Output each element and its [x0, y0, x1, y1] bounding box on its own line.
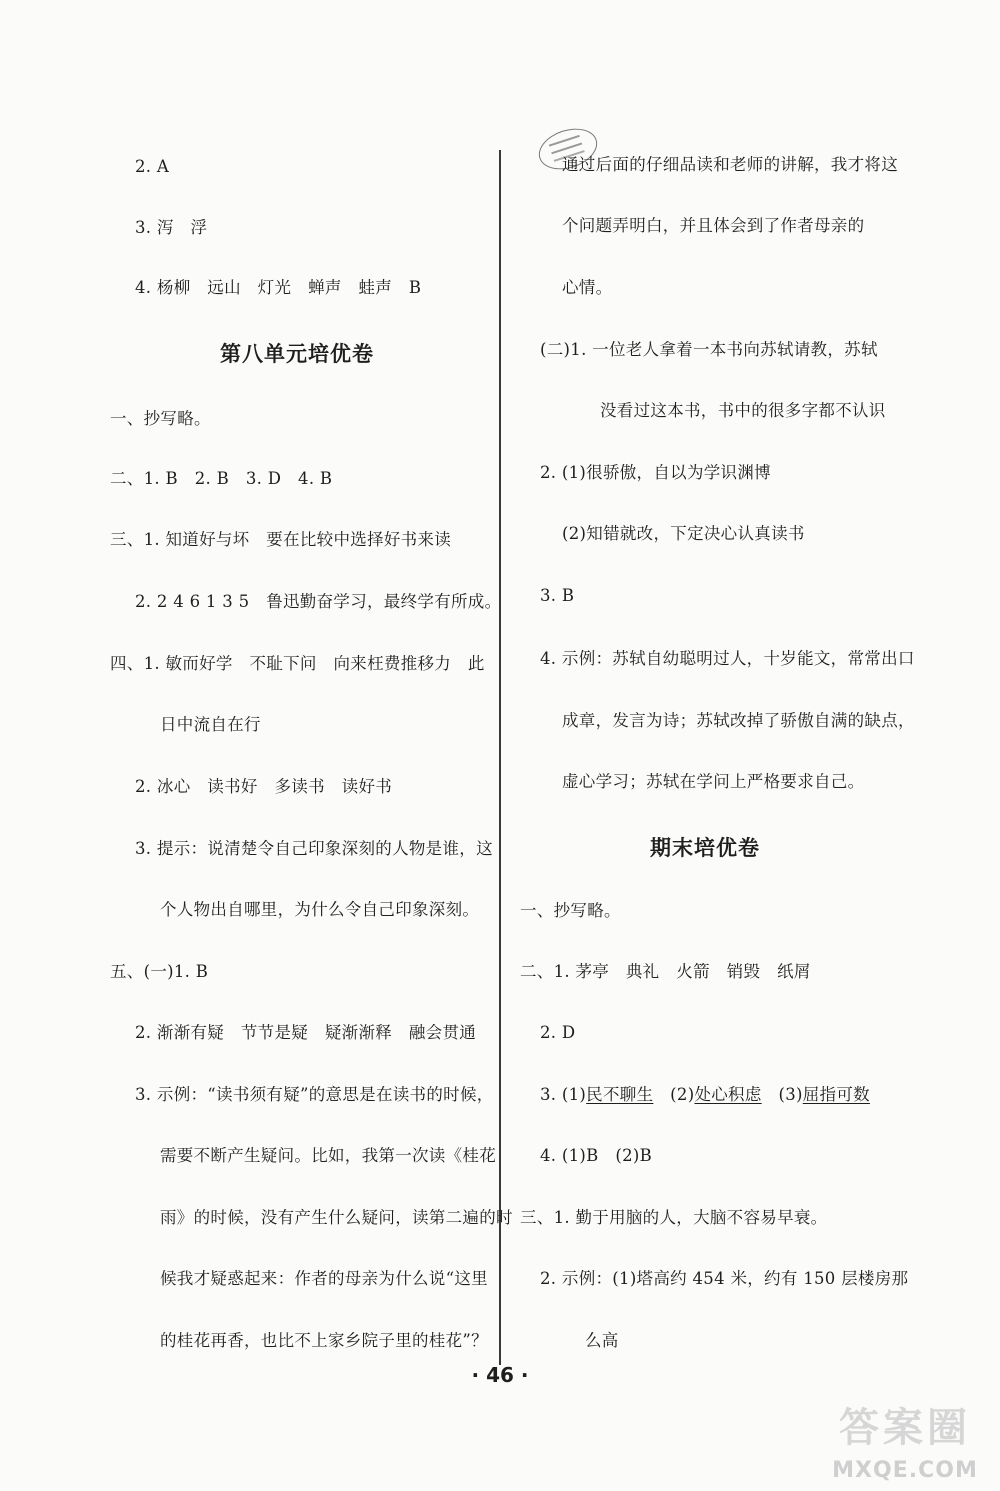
answer-line: 4. 杨柳 远山 灯光 蝉声 蛙声 B [135, 278, 422, 297]
answer-line-idioms [540, 1084, 870, 1106]
answer-line: (二)1. 一位老人拿着一本书向苏轼请教，苏轼 [540, 340, 878, 359]
answer-line: 五、(一)1. B [110, 962, 209, 981]
answer-line: 3. 提示：说清楚令自己印象深刻的人物是谁，这 [135, 839, 493, 858]
answer-line: 需要不断产生疑问。比如，我第一次读《桂花 [160, 1146, 496, 1165]
answer-line: 2. 冰心 读书好 多读书 读好书 [135, 777, 393, 796]
answer-line: 么高 [585, 1331, 619, 1350]
answer-line: 个问题弄明白，并且体会到了作者母亲的 [562, 216, 865, 235]
answer-line: 2. 渐渐有疑 节节是疑 疑渐渐释 融会贯通 [135, 1023, 477, 1042]
idiom-answer-2: 处心积虑 [694, 1085, 762, 1104]
answer-line: 2. (1)很骄傲，自以为学识渊博 [540, 463, 771, 482]
section-heading: 期末培优卷 [650, 836, 760, 860]
idiom-answer-3: 屈指可数 [802, 1085, 870, 1104]
watermark-url: MXQE.COM [832, 1458, 978, 1483]
item-prefix: (3) [761, 1085, 803, 1104]
item-prefix: 3. (1) [540, 1085, 587, 1104]
answer-line: 候我才疑惑起来：作者的母亲为什么说“这里 [160, 1269, 488, 1288]
answer-line: 没看过这本书，书中的很多字都不认识 [600, 401, 886, 420]
answer-line: 2. 2 4 6 1 3 5 鲁迅勤奋学习，最终学有所成。 [135, 592, 502, 611]
watermark-mark: 答案圈 [839, 1405, 971, 1451]
item-prefix: (2) [653, 1085, 695, 1104]
answer-line: 虚心学习；苏轼在学问上严格要求自己。 [562, 772, 865, 791]
answer-line: 3. 泻 浮 [135, 218, 208, 237]
answer-line: 通过后面的仔细品读和老师的讲解，我才将这 [562, 155, 898, 174]
answer-line: 三、1. 勤于用脑的人，大脑不容易早衰。 [520, 1208, 828, 1227]
answer-line: 雨》的时候，没有产生什么疑问，读第二遍的时 [160, 1208, 513, 1227]
answer-line: 4. 示例：苏轼自幼聪明过人，十岁能文，常常出口 [540, 649, 915, 668]
answer-line: 2. 示例：(1)塔高约 454 米，约有 150 层楼房那 [540, 1269, 909, 1288]
page-number: · 46 · [471, 1363, 529, 1387]
answer-line: 3. 示例：“读书须有疑”的意思是在读书的时候， [135, 1085, 494, 1104]
answer-line: 四、1. 敏而好学 不耻下问 向来枉费推移力 此 [110, 654, 485, 673]
answer-line: 日中流自在行 [160, 715, 261, 734]
answer-line: 一、抄写略。 [110, 409, 211, 428]
answer-line: 2. A [135, 157, 170, 176]
answer-line: 心情。 [562, 278, 613, 297]
answer-line: 3. B [540, 586, 575, 605]
watermark-logo [815, 1400, 995, 1488]
answer-line: (2)知错就改，下定决心认真读书 [562, 524, 805, 543]
answer-line: 2. D [540, 1023, 576, 1042]
idiom-answer-1: 民不聊生 [586, 1085, 654, 1104]
answer-line: 4. (1)B (2)B [540, 1146, 653, 1165]
answer-line: 一、抄写略。 [520, 901, 621, 920]
answer-line: 三、1. 知道好与坏 要在比较中选择好书来读 [110, 530, 452, 549]
answer-line: 的桂花再香，也比不上家乡院子里的桂花”？ [160, 1331, 488, 1350]
section-heading: 第八单元培优卷 [220, 342, 374, 366]
answer-line: 二、1. 茅亭 典礼 火箭 销毁 纸屑 [520, 962, 811, 981]
answer-line: 二、1. B 2. B 3. D 4. B [110, 469, 333, 488]
answer-line: 个人物出自哪里，为什么令自己印象深刻。 [160, 900, 480, 919]
answer-line: 成章，发言为诗；苏轼改掉了骄傲自满的缺点， [562, 711, 915, 730]
column-divider [499, 150, 501, 1365]
